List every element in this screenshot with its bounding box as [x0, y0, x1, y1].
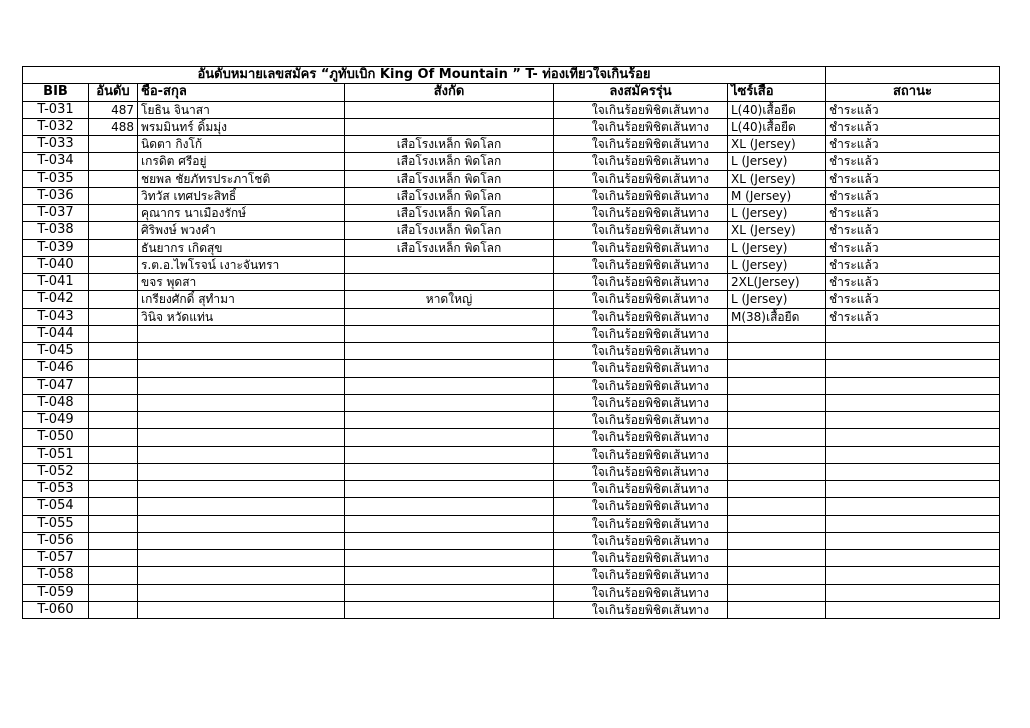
header-order: อันดับ [89, 84, 138, 101]
order-cell [89, 567, 138, 584]
table-row [23, 515, 1000, 532]
status-cell [826, 601, 1000, 618]
table-row [23, 446, 1000, 463]
header-status: สถานะ [826, 84, 1000, 101]
category-cell: ใจเกินร้อยพิชิตเส้นทาง [554, 239, 728, 256]
shirt-size-cell [728, 567, 826, 584]
bib-cell: T-040 [23, 256, 89, 273]
table-row [23, 377, 1000, 394]
category-cell: ใจเกินร้อยพิชิตเส้นทาง [554, 463, 728, 480]
bib-cell: T-056 [23, 532, 89, 549]
shirt-size-cell [728, 412, 826, 429]
name-cell [138, 515, 345, 532]
status-cell: ชำระแล้ว [826, 153, 1000, 170]
shirt-size-cell: XL (Jersey) [728, 170, 826, 187]
status-cell [826, 360, 1000, 377]
order-cell [89, 481, 138, 498]
bib-cell: T-048 [23, 394, 89, 411]
order-cell [89, 377, 138, 394]
table-row [23, 291, 1000, 308]
status-cell: ชำระแล้ว [826, 170, 1000, 187]
bib-cell: T-058 [23, 567, 89, 584]
affiliation-cell [345, 498, 554, 515]
bib-cell: T-051 [23, 446, 89, 463]
bib-cell: T-060 [23, 601, 89, 618]
name-cell: ขจร พุดสา [138, 274, 345, 291]
shirt-size-cell [728, 481, 826, 498]
affiliation-cell: เสือโรงเหล็ก พิดโลก [345, 222, 554, 239]
shirt-size-cell: L (Jersey) [728, 239, 826, 256]
status-cell [826, 377, 1000, 394]
order-cell [89, 136, 138, 153]
order-cell: 487 [89, 101, 138, 118]
shirt-size-cell [728, 498, 826, 515]
table-row [23, 136, 1000, 153]
order-cell [89, 429, 138, 446]
shirt-size-cell: XL (Jersey) [728, 222, 826, 239]
status-cell: ชำระแล้ว [826, 136, 1000, 153]
bib-cell: T-036 [23, 187, 89, 204]
bib-cell: T-039 [23, 239, 89, 256]
status-cell [826, 412, 1000, 429]
affiliation-cell [345, 101, 554, 118]
bib-cell: T-050 [23, 429, 89, 446]
name-cell: วิทวัส เทศประสิทธิ์ [138, 187, 345, 204]
header-row [23, 84, 1000, 101]
bib-cell: T-033 [23, 136, 89, 153]
category-cell: ใจเกินร้อยพิชิตเส้นทาง [554, 532, 728, 549]
category-cell: ใจเกินร้อยพิชิตเส้นทาง [554, 429, 728, 446]
order-cell [89, 498, 138, 515]
table-row [23, 343, 1000, 360]
status-cell [826, 498, 1000, 515]
name-cell [138, 325, 345, 342]
table-row [23, 394, 1000, 411]
affiliation-cell: เสือโรงเหล็ก พิดโลก [345, 170, 554, 187]
name-cell [138, 360, 345, 377]
table-row [23, 498, 1000, 515]
affiliation-cell: เสือโรงเหล็ก พิดโลก [345, 205, 554, 222]
table-row [23, 550, 1000, 567]
affiliation-cell [345, 446, 554, 463]
bib-cell: T-034 [23, 153, 89, 170]
name-cell [138, 498, 345, 515]
order-cell [89, 394, 138, 411]
order-cell [89, 187, 138, 204]
status-cell [826, 446, 1000, 463]
order-cell [89, 601, 138, 618]
affiliation-cell [345, 274, 554, 291]
category-cell: ใจเกินร้อยพิชิตเส้นทาง [554, 412, 728, 429]
name-cell: ร.ต.อ.ไพโรจน์ เงาะจันทรา [138, 256, 345, 273]
affiliation-cell [345, 515, 554, 532]
title-row-empty-cell [826, 67, 1000, 84]
name-cell [138, 394, 345, 411]
status-cell: ชำระแล้ว [826, 291, 1000, 308]
affiliation-cell [345, 343, 554, 360]
shirt-size-cell: M (Jersey) [728, 187, 826, 204]
shirt-size-cell [728, 601, 826, 618]
table-row [23, 239, 1000, 256]
order-cell [89, 360, 138, 377]
order-cell [89, 550, 138, 567]
category-cell: ใจเกินร้อยพิชิตเส้นทาง [554, 601, 728, 618]
registration-table [22, 66, 1000, 619]
name-cell [138, 429, 345, 446]
category-cell: ใจเกินร้อยพิชิตเส้นทาง [554, 222, 728, 239]
shirt-size-cell [728, 377, 826, 394]
name-cell [138, 550, 345, 567]
shirt-size-cell [728, 584, 826, 601]
category-cell: ใจเกินร้อยพิชิตเส้นทาง [554, 256, 728, 273]
status-cell [826, 463, 1000, 480]
shirt-size-cell [728, 343, 826, 360]
affiliation-cell [345, 360, 554, 377]
name-cell [138, 601, 345, 618]
bib-cell: T-032 [23, 118, 89, 135]
category-cell: ใจเกินร้อยพิชิตเส้นทาง [554, 550, 728, 567]
name-cell: ธันยากร เกิดสุข [138, 239, 345, 256]
table-row [23, 222, 1000, 239]
table-row [23, 360, 1000, 377]
category-cell: ใจเกินร้อยพิชิตเส้นทาง [554, 343, 728, 360]
header-shirt-size: ไซร์เสื้อ [728, 84, 826, 101]
order-cell: 488 [89, 118, 138, 135]
shirt-size-cell: XL (Jersey) [728, 136, 826, 153]
table-row [23, 429, 1000, 446]
table-row [23, 256, 1000, 273]
affiliation-cell [345, 308, 554, 325]
bib-cell: T-038 [23, 222, 89, 239]
affiliation-cell [345, 429, 554, 446]
table-row [23, 187, 1000, 204]
bib-cell: T-044 [23, 325, 89, 342]
name-cell [138, 343, 345, 360]
table-row [23, 118, 1000, 135]
shirt-size-cell: 2XL(Jersey) [728, 274, 826, 291]
table-row [23, 567, 1000, 584]
affiliation-cell [345, 394, 554, 411]
shirt-size-cell [728, 325, 826, 342]
status-cell: ชำระแล้ว [826, 274, 1000, 291]
affiliation-cell: เสือโรงเหล็ก พิดโลก [345, 187, 554, 204]
name-cell [138, 532, 345, 549]
shirt-size-cell [728, 532, 826, 549]
name-cell: วินิจ หวัดแท่น [138, 308, 345, 325]
status-cell: ชำระแล้ว [826, 256, 1000, 273]
affiliation-cell [345, 532, 554, 549]
order-cell [89, 446, 138, 463]
shirt-size-cell [728, 463, 826, 480]
status-cell [826, 394, 1000, 411]
category-cell: ใจเกินร้อยพิชิตเส้นทาง [554, 498, 728, 515]
status-cell: ชำระแล้ว [826, 101, 1000, 118]
status-cell [826, 515, 1000, 532]
category-cell: ใจเกินร้อยพิชิตเส้นทาง [554, 446, 728, 463]
category-cell: ใจเกินร้อยพิชิตเส้นทาง [554, 291, 728, 308]
name-cell: เกรียงศักดิ์ สุทำมา [138, 291, 345, 308]
status-cell [826, 550, 1000, 567]
status-cell [826, 584, 1000, 601]
name-cell: ชยพล ชัยภัทรประภาโชติ [138, 170, 345, 187]
status-cell: ชำระแล้ว [826, 205, 1000, 222]
affiliation-cell: เสือโรงเหล็ก พิดโลก [345, 239, 554, 256]
title-row [23, 67, 1000, 84]
shirt-size-cell: L (Jersey) [728, 291, 826, 308]
affiliation-cell [345, 412, 554, 429]
status-cell: ชำระแล้ว [826, 187, 1000, 204]
category-cell: ใจเกินร้อยพิชิตเส้นทาง [554, 118, 728, 135]
name-cell: นิดตา กิงโก้ [138, 136, 345, 153]
header-affiliation: สังกัด [345, 84, 554, 101]
order-cell [89, 170, 138, 187]
shirt-size-cell: L (Jersey) [728, 153, 826, 170]
order-cell [89, 205, 138, 222]
category-cell: ใจเกินร้อยพิชิตเส้นทาง [554, 394, 728, 411]
bib-cell: T-035 [23, 170, 89, 187]
order-cell [89, 325, 138, 342]
order-cell [89, 584, 138, 601]
shirt-size-cell [728, 550, 826, 567]
name-cell [138, 584, 345, 601]
category-cell: ใจเกินร้อยพิชิตเส้นทาง [554, 153, 728, 170]
shirt-size-cell: L(40)เสื้อยืด [728, 118, 826, 135]
category-cell: ใจเกินร้อยพิชิตเส้นทาง [554, 308, 728, 325]
table-row [23, 325, 1000, 342]
bib-cell: T-042 [23, 291, 89, 308]
affiliation-cell [345, 550, 554, 567]
header-name: ชื่อ-สกุล [138, 84, 345, 101]
shirt-size-cell: L (Jersey) [728, 205, 826, 222]
table-row [23, 481, 1000, 498]
table-row [23, 205, 1000, 222]
bib-cell: T-049 [23, 412, 89, 429]
bib-cell: T-052 [23, 463, 89, 480]
affiliation-cell [345, 118, 554, 135]
affiliation-cell [345, 481, 554, 498]
affiliation-cell [345, 584, 554, 601]
order-cell [89, 222, 138, 239]
shirt-size-cell [728, 360, 826, 377]
category-cell: ใจเกินร้อยพิชิตเส้นทาง [554, 567, 728, 584]
shirt-size-cell: L(40)เสื้อยืด [728, 101, 826, 118]
shirt-size-cell [728, 394, 826, 411]
bib-cell: T-045 [23, 343, 89, 360]
status-cell [826, 429, 1000, 446]
shirt-size-cell [728, 515, 826, 532]
shirt-size-cell [728, 429, 826, 446]
name-cell [138, 446, 345, 463]
status-cell [826, 481, 1000, 498]
table-row [23, 532, 1000, 549]
name-cell: คุณากร นาเมืองรักษ์ [138, 205, 345, 222]
sheet-title: อันดับหมายเลขสมัคร “ภูทับเบิก King Of Mountain ” T- ท่องเที่ยวใจเกินร้อย [23, 67, 826, 84]
order-cell [89, 308, 138, 325]
name-cell: ศิริพงษ์ พวงคำ [138, 222, 345, 239]
category-cell: ใจเกินร้อยพิชิตเส้นทาง [554, 360, 728, 377]
bib-cell: T-031 [23, 101, 89, 118]
order-cell [89, 515, 138, 532]
category-cell: ใจเกินร้อยพิชิตเส้นทาง [554, 584, 728, 601]
category-cell: ใจเกินร้อยพิชิตเส้นทาง [554, 170, 728, 187]
affiliation-cell: หาดใหญ่ [345, 291, 554, 308]
status-cell: ชำระแล้ว [826, 118, 1000, 135]
shirt-size-cell: M(38)เสื้อยืด [728, 308, 826, 325]
affiliation-cell: เสือโรงเหล็ก พิดโลก [345, 136, 554, 153]
order-cell [89, 412, 138, 429]
category-cell: ใจเกินร้อยพิชิตเส้นทาง [554, 101, 728, 118]
affiliation-cell [345, 601, 554, 618]
name-cell: พรมมินทร์ ดิ้มมุ่ง [138, 118, 345, 135]
bib-cell: T-041 [23, 274, 89, 291]
shirt-size-cell: L (Jersey) [728, 256, 826, 273]
affiliation-cell [345, 377, 554, 394]
category-cell: ใจเกินร้อยพิชิตเส้นทาง [554, 187, 728, 204]
bib-cell: T-037 [23, 205, 89, 222]
table-row [23, 274, 1000, 291]
status-cell: ชำระแล้ว [826, 308, 1000, 325]
status-cell [826, 567, 1000, 584]
name-cell [138, 567, 345, 584]
order-cell [89, 343, 138, 360]
category-cell: ใจเกินร้อยพิชิตเส้นทาง [554, 136, 728, 153]
status-cell: ชำระแล้ว [826, 239, 1000, 256]
bib-cell: T-057 [23, 550, 89, 567]
order-cell [89, 463, 138, 480]
table-row [23, 412, 1000, 429]
name-cell: เกรดิต ศรีอยู่ [138, 153, 345, 170]
bib-cell: T-047 [23, 377, 89, 394]
table-row [23, 584, 1000, 601]
shirt-size-cell [728, 446, 826, 463]
header-bib: BIB [23, 84, 89, 101]
order-cell [89, 532, 138, 549]
bib-cell: T-046 [23, 360, 89, 377]
status-cell [826, 532, 1000, 549]
affiliation-cell [345, 325, 554, 342]
status-cell: ชำระแล้ว [826, 222, 1000, 239]
order-cell [89, 239, 138, 256]
table-row [23, 308, 1000, 325]
category-cell: ใจเกินร้อยพิชิตเส้นทาง [554, 377, 728, 394]
table-row [23, 101, 1000, 118]
category-cell: ใจเกินร้อยพิชิตเส้นทาง [554, 274, 728, 291]
name-cell [138, 481, 345, 498]
table-row [23, 601, 1000, 618]
table-row [23, 170, 1000, 187]
status-cell [826, 325, 1000, 342]
bib-cell: T-055 [23, 515, 89, 532]
name-cell [138, 463, 345, 480]
order-cell [89, 291, 138, 308]
order-cell [89, 256, 138, 273]
header-category: ลงสมัครรุ่น [554, 84, 728, 101]
name-cell [138, 412, 345, 429]
table-row [23, 463, 1000, 480]
affiliation-cell [345, 256, 554, 273]
category-cell: ใจเกินร้อยพิชิตเส้นทาง [554, 325, 728, 342]
status-cell [826, 343, 1000, 360]
name-cell: โยธิน จินาสา [138, 101, 345, 118]
table-row [23, 153, 1000, 170]
bib-cell: T-043 [23, 308, 89, 325]
affiliation-cell [345, 567, 554, 584]
name-cell [138, 377, 345, 394]
affiliation-cell [345, 463, 554, 480]
bib-cell: T-059 [23, 584, 89, 601]
category-cell: ใจเกินร้อยพิชิตเส้นทาง [554, 481, 728, 498]
order-cell [89, 274, 138, 291]
affiliation-cell: เสือโรงเหล็ก พิดโลก [345, 153, 554, 170]
category-cell: ใจเกินร้อยพิชิตเส้นทาง [554, 205, 728, 222]
category-cell: ใจเกินร้อยพิชิตเส้นทาง [554, 515, 728, 532]
order-cell [89, 153, 138, 170]
bib-cell: T-053 [23, 481, 89, 498]
bib-cell: T-054 [23, 498, 89, 515]
